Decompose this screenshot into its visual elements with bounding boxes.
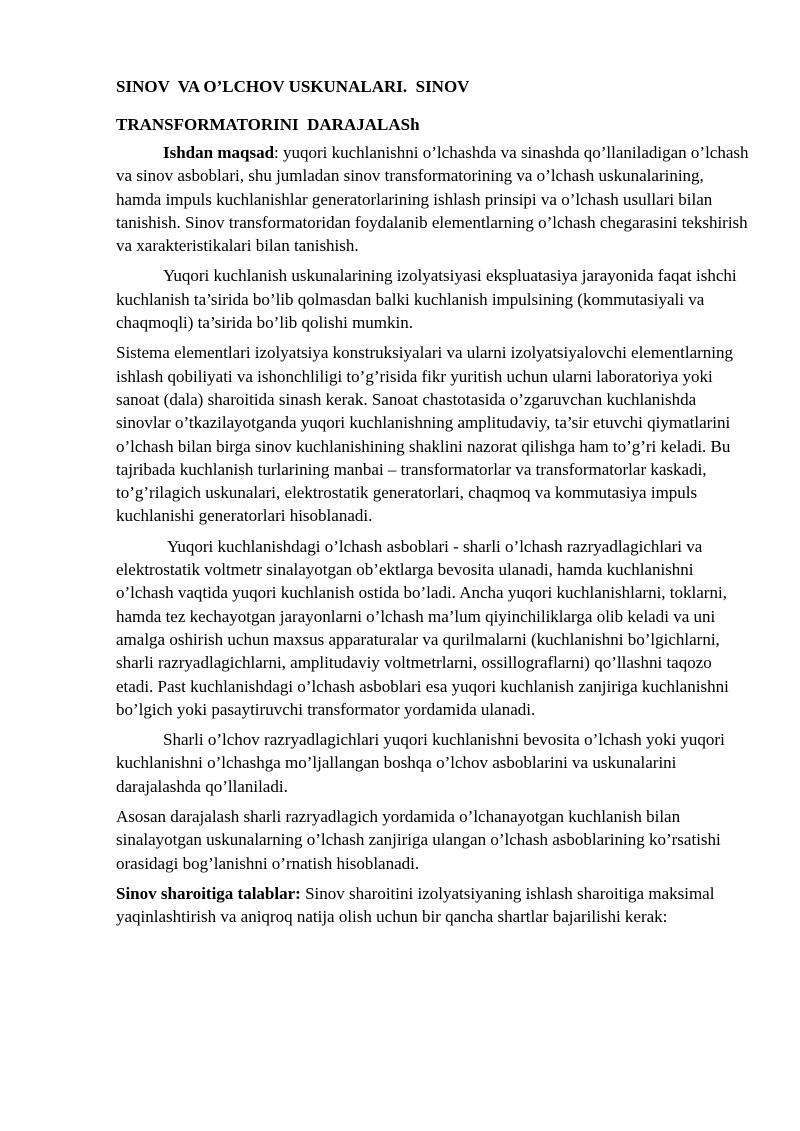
paragraph-measuring-instruments: Yuqori kuchlanishdagi o’lchash asboblari - sharli o’lchash razryadlagichlari va elektrostatik voltmetr sinalayotgan ob’ektlarga bevosita ulanadi, hamda kuchlanishni o’lchash vaqtida yuqori kuchlanish ostida bo’ladi. Ancha yuqori kuchlanishlarni, toklarni, hamda tez kechayotgan jarayonlarni o’lchash ma’lum qiyinchiliklarga olib keladi va uni amalga oshirish uchun maxsus apparaturalar va qurilmalarni (kuchlanishni bo’lgichlarni, sharli razryadlagichlarni, amplitudaviy voltmetrlarni, ossillograflarni) qo’llashni taqozo etadi. Past kuchlanishdagi o’lchash asboblari esa yuqori kuchlanish zanjiriga kuchlanishni bo’lgich yoki pasaytiruvchi transformator yordamida ulanadi. [116,536,729,719]
paragraph-system-elements: Sistema elementlari izolyatsiya konstruksiyalari va ularni izolyatsiyalovchi elementlarning ishlash qobiliyati va ishonchliligi to’g’risida fikr yuritish uchun ularni laboratoriya yoki sanoat (dala) sharoitida sinash kerak. Sanoat chastotasida o’zgaruvchan kuchlanishda sinovlar o’tkazilayotganda yuqori kuchlanishning amplitudaviy, ta’sir etuvchi qiymatlarini o’lchash bilan birga sinov kuchlanishining shaklini nazorat qilishga ham to’g’ri keladi. Bu tajribada kuchlanish turlarining manbai – transformatorlar va transformatorlar kaskadi, to’g’rilagich uskunalari, elektrostatik generatorlari, chaqmoq va kommutasiya impuls kuchlanishi generatorlari hisoblanadi. [116,343,734,526]
test-conditions-text: Sinov sharoitini izolyatsiyaning ishlash sharoitiga maksimal yaqinlashtirish va aniqroq natija olish uchun bir qancha shartlar bajarilishi kerak: [116,883,715,927]
document-page [116,75,752,936]
test-conditions-label: Sinov sharoitiga talablar: [116,883,301,903]
paragraph-insulation-impulse: Yuqori kuchlanish uskunalarining izolyatsiyasi ekspluatasiya jarayonida faqat ishchi kuchlanish ta’sirida bo’lib qolmasdan balki kuchlanish impulsining (kommutasiyali va chaqmoqli) ta’sirida bo’lib qolishi mumkin. [116,266,737,333]
paragraph-purpose [116,141,752,257]
paragraph-calibration: Asosan darajalash sharli razryadlagich yordamida o’lchanayotgan kuchlanish bilan sinalayotgan uskunalarning o’lchash zanjiriga ulangan o’lchash asboblarining ko’rsatishi orasidagi bog’lanishni o’rnatish hisoblanadi. [116,807,721,873]
document-title-line-1: SINOV VA O’LCHOV USKUNALARI. SINOV [116,77,470,96]
paragraph-test-conditions [116,882,752,929]
paragraph-sphere-gaps: Sharli o’lchov razryadlagichlari yuqori kuchlanishni bevosita o’lchash yoki yuqori kuchlanishni o’lchashga mo’ljallangan boshqa o’lchov asboblarini va uskunalarini darajalashda qo’llaniladi. [116,730,725,796]
purpose-label: Ishdan maqsad [163,143,275,162]
purpose-text: : yuqori kuchlanishni o’lchashda va sinashda qo’llaniladigan o’lchash va sinov asboblari, shu jumladan sinov transformatorining va o’lchash uskunalarining, hamda impuls kuchlanishlar generatorlarining ishlash prinsipi va o’lchash usullari bilan tanishish. Sinov transformatoridan foydalanib elementlarning o’lchash chegarasini tekshirish va xarakteristikalari bilan tanishish. [116,143,749,256]
document-title-line-2: TRANSFORMATORINI DARAJALASh [116,115,420,134]
